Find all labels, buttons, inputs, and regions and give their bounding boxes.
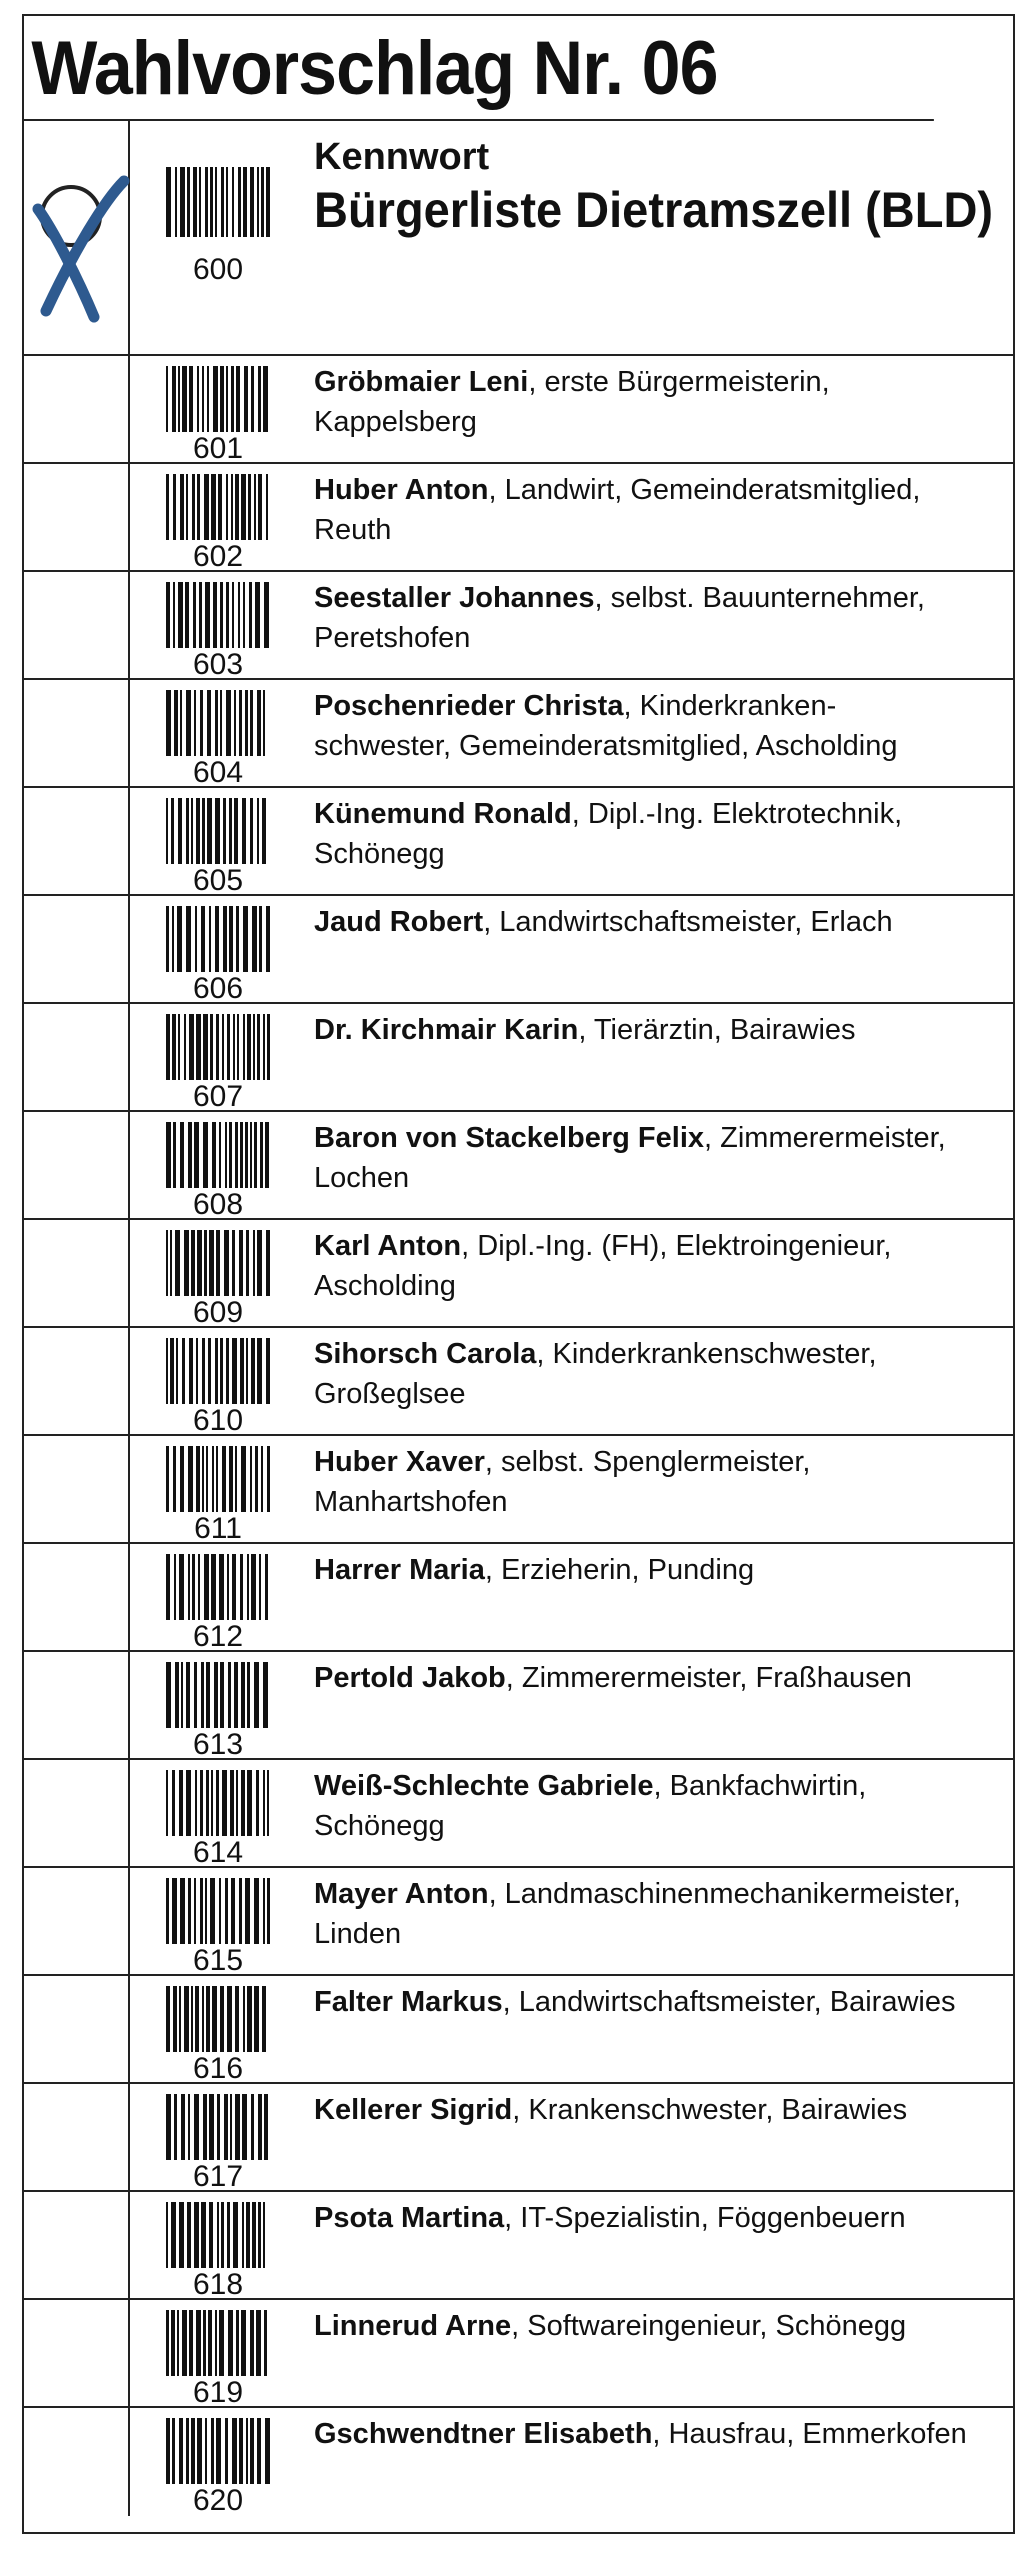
party-row: [24, 121, 1013, 356]
candidate-code-cell: [130, 1868, 316, 1977]
barcode-icon: [166, 2094, 270, 2160]
candidate-details: , Zimmerermeister, Fraßhausen: [505, 1662, 912, 1694]
candidate-description: [314, 1544, 1005, 1590]
candidate-text-cell: [314, 680, 1005, 766]
candidate-vote-cell[interactable]: [24, 572, 130, 678]
candidate-description: [314, 2192, 1005, 2238]
candidate-name: Poschenrieder Christa: [314, 690, 624, 722]
candidate-name: Jaud Robert: [314, 906, 484, 938]
party-name: Bürgerliste Dietramszell (BLD): [314, 182, 994, 238]
candidate-number: 614: [192, 1836, 244, 1869]
candidate-code-cell: [130, 1436, 316, 1545]
candidate-code-cell: [130, 1328, 316, 1437]
candidate-row: [24, 1004, 1013, 1112]
candidate-vote-cell[interactable]: [24, 1220, 130, 1326]
candidate-text-cell: [314, 2084, 1005, 2130]
candidate-description: [314, 572, 1005, 658]
candidate-row: [24, 788, 1013, 896]
candidate-name: Harrer Maria: [314, 1554, 485, 1586]
candidate-description: [314, 1652, 1005, 1698]
ballot-sheet: [22, 14, 1015, 2534]
candidate-text-cell: [314, 2300, 1005, 2346]
candidate-row: [24, 1868, 1013, 1976]
candidate-name: Gschwendtner Elisabeth: [314, 2418, 653, 2450]
candidate-name: Sihorsch Carola: [314, 1338, 537, 1370]
candidate-row: [24, 2192, 1013, 2300]
party-number: 600: [192, 253, 244, 286]
candidate-vote-cell[interactable]: [24, 1004, 130, 1110]
candidate-number: 613: [192, 1728, 244, 1761]
candidate-code-cell: [130, 464, 316, 573]
barcode-icon: [166, 1122, 270, 1188]
candidate-text-cell: [314, 788, 1005, 874]
candidate-number: 602: [192, 540, 244, 573]
candidate-text-cell: [314, 2408, 1005, 2454]
barcode-icon: [166, 167, 270, 237]
candidate-number: 617: [192, 2160, 244, 2193]
barcode-icon: [166, 1662, 270, 1728]
candidate-description: [314, 1976, 1005, 2022]
candidate-name: Seestaller Johannes: [314, 582, 595, 614]
candidate-vote-cell[interactable]: [24, 2300, 130, 2406]
candidate-code-cell: [130, 1976, 316, 2085]
candidate-text-cell: [314, 1544, 1005, 1590]
barcode-icon: [166, 798, 270, 864]
barcode-icon: [166, 582, 270, 648]
candidate-code-cell: [130, 2084, 316, 2193]
candidate-code-cell: [130, 1112, 316, 1221]
candidate-name: Psota Martina: [314, 2202, 505, 2234]
candidate-vote-cell[interactable]: [24, 2408, 130, 2516]
candidate-description: [314, 2300, 1005, 2346]
candidate-list: [24, 356, 1013, 2516]
candidate-description: [314, 356, 1005, 442]
candidate-details: , Landwirt, Gemeinderatsmitglied,: [488, 474, 921, 506]
candidate-vote-cell[interactable]: [24, 464, 130, 570]
candidate-name: Pertold Jakob: [314, 1662, 506, 1694]
candidate-place: Kappelsberg: [314, 406, 477, 438]
candidate-description: [314, 788, 1005, 874]
candidate-vote-cell[interactable]: [24, 1868, 130, 1974]
candidate-row: [24, 896, 1013, 1004]
candidate-description: [314, 1760, 1005, 1846]
candidate-code-cell: [130, 356, 316, 465]
candidate-details: , Dipl.-Ing. Elektrotechnik,: [571, 798, 903, 830]
candidate-code-cell: [130, 2408, 316, 2516]
candidate-details: , Dipl.-Ing. (FH), Elektroingenieur,: [461, 1230, 892, 1262]
candidate-number: 605: [192, 864, 244, 897]
candidate-name: Gröbmaier Leni: [314, 366, 529, 398]
candidate-vote-cell[interactable]: [24, 1544, 130, 1650]
party-text-cell: [314, 121, 1005, 241]
candidate-vote-cell[interactable]: [24, 1112, 130, 1218]
candidate-vote-cell[interactable]: [24, 1436, 130, 1542]
candidate-vote-cell[interactable]: [24, 2192, 130, 2298]
barcode-icon: [166, 2418, 270, 2484]
candidate-row: [24, 1436, 1013, 1544]
candidate-place: schwester, Gemeinderatsmitglied, Ascholding: [314, 730, 898, 762]
candidate-details: , Landmaschinenmechanikermeister,: [488, 1878, 961, 1910]
candidate-vote-cell[interactable]: [24, 788, 130, 894]
candidate-text-cell: [314, 1112, 1005, 1198]
candidate-number: 601: [192, 432, 244, 465]
candidate-text-cell: [314, 1868, 1005, 1954]
candidate-row: [24, 1976, 1013, 2084]
candidate-vote-cell[interactable]: [24, 680, 130, 786]
candidate-code-cell: [130, 2192, 316, 2301]
candidate-name: Künemund Ronald: [314, 798, 572, 830]
candidate-row: [24, 2300, 1013, 2408]
candidate-code-cell: [130, 788, 316, 897]
candidate-row: [24, 356, 1013, 464]
barcode-icon: [166, 1878, 270, 1944]
candidate-details: , Krankenschwester, Bairawies: [512, 2094, 908, 2126]
candidate-place: Schönegg: [314, 1810, 445, 1842]
candidate-vote-cell[interactable]: [24, 1760, 130, 1866]
candidate-row: [24, 2084, 1013, 2192]
candidate-place: Lochen: [314, 1162, 410, 1194]
candidate-description: [314, 464, 1005, 550]
candidate-name: Linnerud Arne: [314, 2310, 512, 2342]
candidate-details: , erste Bürgermeisterin,: [528, 366, 830, 398]
candidate-place: Ascholding: [314, 1270, 456, 1302]
candidate-place: Großeglsee: [314, 1378, 466, 1410]
candidate-description: [314, 1868, 1005, 1954]
candidate-row: [24, 2408, 1013, 2516]
candidate-code-cell: [130, 680, 316, 789]
candidate-place: Manhartshofen: [314, 1486, 508, 1518]
candidate-code-cell: [130, 1004, 316, 1113]
candidate-row: [24, 1220, 1013, 1328]
barcode-icon: [166, 366, 270, 432]
cross-mark-icon: [24, 121, 130, 356]
candidate-row: [24, 680, 1013, 788]
candidate-description: [314, 1004, 1005, 1050]
candidate-text-cell: [314, 1976, 1005, 2022]
candidate-row: [24, 1544, 1013, 1652]
candidate-row: [24, 1328, 1013, 1436]
candidate-place: Reuth: [314, 514, 392, 546]
candidate-details: , selbst. Bauunternehmer,: [594, 582, 925, 614]
candidate-vote-cell[interactable]: [24, 1976, 130, 2082]
candidate-number: 616: [192, 2052, 244, 2085]
candidate-vote-cell[interactable]: [24, 1652, 130, 1758]
candidate-vote-cell[interactable]: [24, 2084, 130, 2190]
ballot-title: Wahlvorschlag Nr. 06: [24, 16, 934, 121]
candidate-details: , Landwirtschaftsmeister, Erlach: [483, 906, 893, 938]
candidate-details: , Softwareingenieur, Schönegg: [511, 2310, 907, 2342]
barcode-icon: [166, 690, 270, 756]
candidate-details: , Landwirtschaftsmeister, Bairawies: [502, 1986, 956, 2018]
candidate-details: , Kinderkranken-: [623, 690, 837, 722]
candidate-place: Linden: [314, 1918, 402, 1950]
candidate-description: [314, 2084, 1005, 2130]
candidate-name: Huber Anton: [314, 474, 489, 506]
candidate-place: Schönegg: [314, 838, 445, 870]
candidate-name: Huber Xaver: [314, 1446, 485, 1478]
candidate-details: , IT-Spezialistin, Föggenbeuern: [504, 2202, 906, 2234]
candidate-details: , Hausfrau, Emmerkofen: [652, 2418, 967, 2450]
barcode-icon: [166, 1338, 270, 1404]
candidate-name: Baron von Stackelberg Felix: [314, 1122, 705, 1154]
candidate-description: [314, 1220, 1005, 1306]
candidate-text-cell: [314, 464, 1005, 550]
barcode-icon: [166, 906, 270, 972]
candidate-name: Mayer Anton: [314, 1878, 489, 1910]
candidate-row: [24, 1112, 1013, 1220]
candidate-text-cell: [314, 1328, 1005, 1414]
candidate-code-cell: [130, 896, 316, 1005]
candidate-number: 618: [192, 2268, 244, 2301]
candidate-details: , Kinderkrankenschwester,: [536, 1338, 877, 1370]
candidate-number: 608: [192, 1188, 244, 1221]
candidate-text-cell: [314, 1004, 1005, 1050]
candidate-number: 620: [192, 2484, 244, 2517]
candidate-number: 611: [194, 1512, 242, 1545]
candidate-number: 615: [192, 1944, 244, 1977]
barcode-icon: [166, 1230, 270, 1296]
candidate-number: 609: [192, 1296, 244, 1329]
candidate-details: , Zimmerermeister,: [704, 1122, 946, 1154]
candidate-text-cell: [314, 356, 1005, 442]
candidate-vote-cell[interactable]: [24, 356, 130, 462]
candidate-name: Dr. Kirchmair Karin: [314, 1014, 579, 1046]
barcode-icon: [166, 1446, 270, 1512]
barcode-icon: [166, 474, 270, 540]
party-vote-cell[interactable]: [24, 121, 130, 354]
candidate-number: 603: [192, 648, 244, 681]
candidate-number: 604: [192, 756, 244, 789]
candidate-name: Kellerer Sigrid: [314, 2094, 513, 2126]
candidate-number: 607: [192, 1080, 244, 1113]
barcode-icon: [166, 2310, 270, 2376]
candidate-row: [24, 1652, 1013, 1760]
candidate-name: Falter Markus: [314, 1986, 503, 2018]
barcode-icon: [166, 1770, 270, 1836]
candidate-name: Karl Anton: [314, 1230, 462, 1262]
candidate-row: [24, 1760, 1013, 1868]
candidate-number: 619: [192, 2376, 244, 2409]
candidate-code-cell: [130, 1544, 316, 1653]
candidate-name: Weiß-Schlechte Gabriele: [314, 1770, 654, 1802]
candidate-number: 610: [192, 1404, 244, 1437]
candidate-number: 606: [192, 972, 244, 1005]
candidate-row: [24, 464, 1013, 572]
candidate-description: [314, 1436, 1005, 1522]
kennwort-label: Kennwort: [314, 136, 490, 178]
candidate-number: 612: [192, 1620, 244, 1653]
candidate-text-cell: [314, 1436, 1005, 1522]
candidate-code-cell: [130, 572, 316, 681]
candidate-place: Peretshofen: [314, 622, 471, 654]
candidate-details: , Tierärztin, Bairawies: [578, 1014, 856, 1046]
candidate-vote-cell[interactable]: [24, 1328, 130, 1434]
candidate-vote-cell[interactable]: [24, 896, 130, 1002]
candidate-text-cell: [314, 1760, 1005, 1846]
barcode-icon: [166, 2202, 270, 2268]
candidate-description: [314, 896, 1005, 942]
candidate-text-cell: [314, 572, 1005, 658]
candidate-details: , Erzieherin, Punding: [484, 1554, 755, 1586]
candidate-row: [24, 572, 1013, 680]
party-code-cell: [130, 121, 316, 354]
candidate-code-cell: [130, 1760, 316, 1869]
candidate-description: [314, 680, 1005, 766]
candidate-text-cell: [314, 2192, 1005, 2238]
candidate-description: [314, 1328, 1005, 1414]
candidate-details: , Bankfachwirtin,: [653, 1770, 867, 1802]
barcode-icon: [166, 1986, 270, 2052]
candidate-code-cell: [130, 2300, 316, 2409]
candidate-text-cell: [314, 1220, 1005, 1306]
candidate-code-cell: [130, 1220, 316, 1329]
candidate-details: , selbst. Spenglermeister,: [484, 1446, 811, 1478]
barcode-icon: [166, 1014, 270, 1080]
candidate-code-cell: [130, 1652, 316, 1761]
candidate-text-cell: [314, 896, 1005, 942]
barcode-icon: [166, 1554, 270, 1620]
candidate-text-cell: [314, 1652, 1005, 1698]
candidate-description: [314, 2408, 1005, 2454]
candidate-description: [314, 1112, 1005, 1198]
